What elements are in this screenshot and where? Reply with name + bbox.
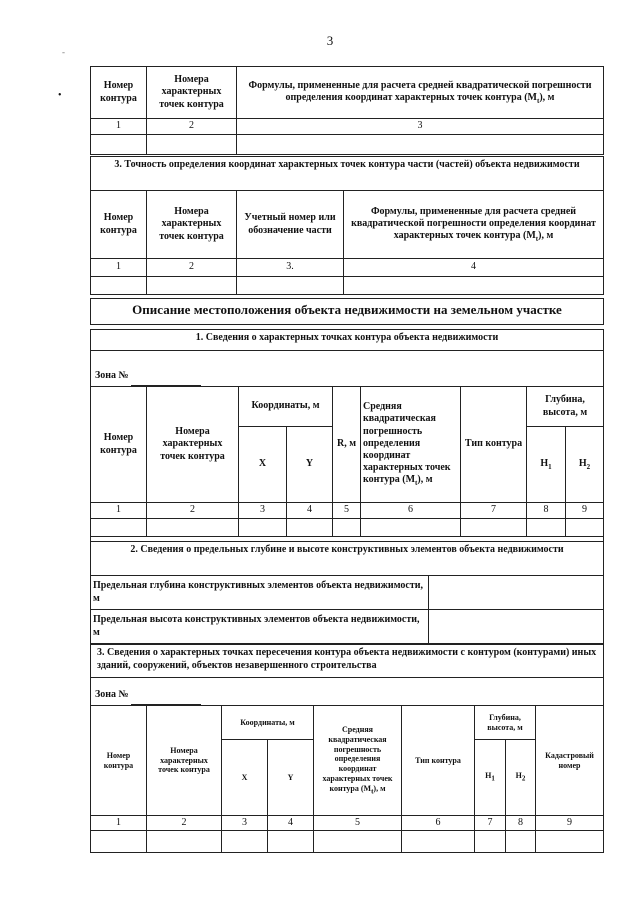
col-number-2: 2 [147, 119, 237, 135]
header-point-numbers: Номера характерных точек контура [147, 706, 222, 816]
col-number-8: 8 [527, 503, 566, 519]
col-number-7: 7 [461, 503, 527, 519]
header-formula: Формулы, примененные для расчета средней квадратической погрешности определения координат характерных точек контура $(M_t)$, м [237, 67, 604, 119]
col-number-9: 9 [566, 503, 604, 519]
col-number-7: 7 [475, 816, 506, 831]
empty-cell [237, 277, 344, 295]
empty-cell [475, 831, 506, 853]
col-number-8: 8 [506, 816, 536, 831]
header-depth-height: Глубина, высота, м [475, 706, 536, 740]
spacer [90, 678, 604, 685]
empty-cell [91, 831, 147, 853]
header-depth-height: Глубина, высота, м [527, 387, 604, 427]
header-account-number: Учетный номер или обозначение части [237, 191, 344, 259]
zone-label: Зона № [90, 685, 604, 705]
header-contour-number: Номер контура [91, 67, 147, 119]
contour-points-table [90, 329, 604, 559]
header-y: Y [268, 740, 314, 816]
empty-cell [222, 831, 268, 853]
margin-mark: - [62, 47, 65, 57]
col-number-4: 4 [344, 259, 604, 277]
header-contour-number: Номер контура [91, 387, 147, 503]
header-contour-type: Тип контура [461, 387, 527, 503]
empty-cell [536, 831, 604, 853]
header-point-numbers: Номера характерных точек контура [147, 67, 237, 119]
empty-cell [237, 135, 604, 155]
empty-cell [333, 519, 361, 537]
header-x: X [222, 740, 268, 816]
col-number-1: 1 [91, 503, 147, 519]
margin-dot: • [58, 90, 62, 101]
col-number-2: 2 [147, 503, 239, 519]
header-coordinates: Координаты, м [222, 706, 314, 740]
header-mean-error: Средняя квадратическая погрешность определения координат характерных точек контура $(M_t)$, м [361, 387, 461, 503]
header-mean-error: Средняя квадратическая погрешность определения координат характерных точек контура $(M_t)$, м [314, 706, 402, 816]
empty-cell [527, 519, 566, 537]
depth-label: Предельная глубина конструктивных элементов объекта недвижимости, м [91, 576, 429, 610]
col-number-5: 5 [333, 503, 361, 519]
col-number-2: 2 [147, 259, 237, 277]
section-caption: 2. Сведения о предельных глубине и высоте конструктивных элементов объекта недвижимости [90, 541, 604, 575]
empty-cell [91, 135, 147, 155]
col-number-9: 9 [536, 816, 604, 831]
col-number-4: 4 [287, 503, 333, 519]
section-caption: 3. Сведения о характерных точках пересечения контура объекта недвижимости с контуром (контурами) иных зданий, сооружений, объектов незавершенного строительства [90, 644, 604, 678]
formula-table-contour [90, 66, 604, 155]
empty-cell [344, 277, 604, 295]
empty-cell [506, 831, 536, 853]
spacer [90, 351, 604, 366]
formula-table-part [90, 156, 604, 295]
empty-cell [566, 519, 604, 537]
empty-cell [147, 277, 237, 295]
empty-cell [239, 519, 287, 537]
empty-cell [268, 831, 314, 853]
col-number-1: 1 [91, 119, 147, 135]
empty-cell [314, 831, 402, 853]
header-h2: $H_2$ [566, 427, 604, 503]
col-number-1: 1 [91, 259, 147, 277]
empty-cell [147, 519, 239, 537]
intersection-points-table [90, 644, 604, 853]
col-number-1: 1 [91, 816, 147, 831]
page-number: 3 [326, 33, 334, 48]
header-coordinates: Координаты, м [239, 387, 333, 427]
zone-label: Зона № [90, 366, 604, 386]
empty-cell [461, 519, 527, 537]
height-value [429, 610, 604, 644]
empty-cell [402, 831, 475, 853]
empty-cell [91, 519, 147, 537]
col-number-6: 6 [361, 503, 461, 519]
limit-depth-height-table [90, 541, 604, 644]
empty-cell [287, 519, 333, 537]
header-formula: Формулы, примененные для расчета средней квадратической погрешности определения координат характерных точек контура $(M_t)$, м [344, 191, 604, 259]
col-number-5: 5 [314, 816, 402, 831]
col-number-3: 3 [237, 119, 604, 135]
header-point-numbers: Номера характерных точек контура [147, 387, 239, 503]
header-cadastral-number: Кадастровый номер [536, 706, 604, 816]
header-point-numbers: Номера характерных точек контура [147, 191, 237, 259]
header-contour-number: Номер контура [91, 191, 147, 259]
empty-cell [147, 831, 222, 853]
header-h1: $H_1$ [527, 427, 566, 503]
empty-cell [147, 135, 237, 155]
col-number-3: 3 [239, 503, 287, 519]
section-title-block [90, 298, 604, 325]
header-h2: $H_2$ [506, 740, 536, 816]
header-radius: R, м [333, 387, 361, 503]
depth-value [429, 576, 604, 610]
header-x: X [239, 427, 287, 503]
col-number-6: 6 [402, 816, 475, 831]
header-contour-number: Номер контура [91, 706, 147, 816]
header-contour-type: Тип контура [402, 706, 475, 816]
header-y: Y [287, 427, 333, 503]
header-h1: $H_1$ [475, 740, 506, 816]
zone-number-line [131, 694, 201, 705]
zone-number-line [131, 375, 201, 386]
empty-cell [361, 519, 461, 537]
col-number-3: 3. [237, 259, 344, 277]
col-number-3: 3 [222, 816, 268, 831]
height-label: Предельная высота конструктивных элементов объекта недвижимости, м [91, 610, 429, 644]
section-title: Описание местоположения объекта недвижимости на земельном участке [90, 298, 604, 325]
empty-cell [91, 277, 147, 295]
section-caption: 1. Сведения о характерных точках контура объекта недвижимости [90, 329, 604, 351]
col-number-2: 2 [147, 816, 222, 831]
col-number-4: 4 [268, 816, 314, 831]
section-caption: 3. Точность определения координат характерных точек контура части (частей) объекта недвижимости [90, 156, 604, 190]
